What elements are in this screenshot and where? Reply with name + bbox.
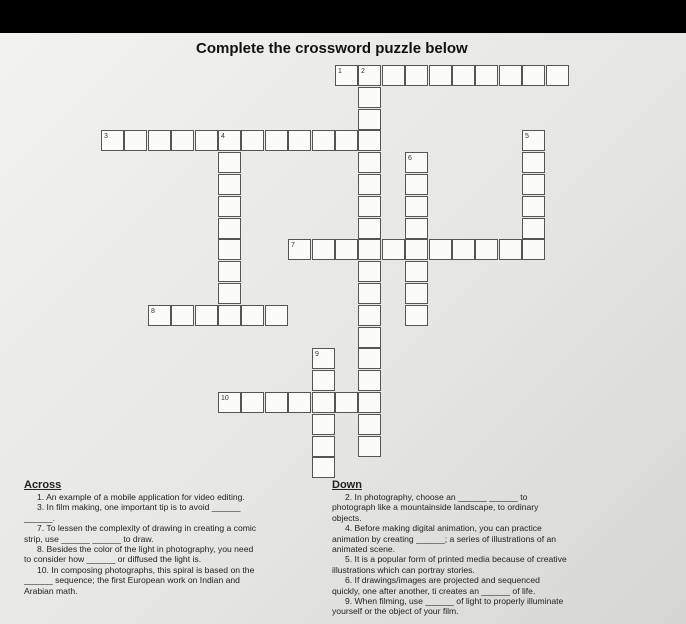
crossword-cell[interactable] [522, 239, 545, 260]
clue-line: ______ sequence; the first European work on Indian and [24, 575, 240, 586]
crossword-cell[interactable] [405, 239, 428, 260]
clue-line: 3. In film making, one important tip is to avoid ______ [37, 502, 241, 513]
crossword-cell[interactable] [265, 305, 288, 326]
crossword-cell[interactable] [382, 239, 405, 260]
across-clue [24, 565, 324, 596]
clue-line: 8. Besides the color of the light in photography, you need [37, 544, 254, 555]
crossword-cell[interactable] [358, 239, 381, 260]
crossword-cell[interactable] [429, 239, 452, 260]
crossword-cell[interactable] [312, 370, 335, 391]
crossword-cell[interactable] [358, 130, 381, 151]
crossword-cell[interactable] [288, 392, 311, 413]
clue-line: strip, use ______ ______ to draw. [24, 533, 154, 544]
down-clue [332, 492, 622, 523]
clue-line: Arabian math. [24, 585, 78, 596]
crossword-cell[interactable] [358, 65, 381, 86]
crossword-cell[interactable] [312, 457, 335, 478]
crossword-cell[interactable] [312, 239, 335, 260]
crossword-cell[interactable] [241, 392, 264, 413]
clue-line: 4. Before making digital animation, you can practice [345, 523, 542, 534]
across-clues [24, 479, 324, 596]
across-clue [24, 502, 324, 523]
crossword-cell[interactable] [358, 261, 381, 282]
crossword-cell[interactable] [358, 414, 381, 435]
crossword-cell[interactable] [405, 152, 428, 173]
clue-number: 10 [221, 395, 229, 402]
crossword-cell[interactable] [218, 283, 241, 304]
crossword-cell[interactable] [312, 436, 335, 457]
clue-number: 1 [338, 68, 342, 75]
crossword-cell[interactable] [405, 174, 428, 195]
down-clue [332, 596, 622, 617]
crossword-cell[interactable] [405, 261, 428, 282]
across-clue [24, 492, 324, 502]
crossword-cell[interactable] [265, 392, 288, 413]
clue-line: to consider how ______ or diffused the light is. [24, 554, 202, 565]
crossword-cell[interactable] [171, 130, 194, 151]
clue-number: 5 [525, 133, 529, 140]
clue-number: 3 [104, 133, 108, 140]
crossword-cell[interactable] [405, 196, 428, 217]
crossword-cell[interactable] [358, 87, 381, 108]
down-clue [332, 575, 622, 596]
crossword-cell[interactable] [405, 218, 428, 239]
crossword-cell[interactable] [218, 152, 241, 173]
crossword-cell[interactable] [405, 305, 428, 326]
across-clue [24, 544, 324, 565]
crossword-cell[interactable] [429, 65, 452, 86]
crossword-cell[interactable] [218, 261, 241, 282]
crossword-cell[interactable] [358, 348, 381, 369]
crossword-cell[interactable] [218, 392, 241, 413]
crossword-cell[interactable] [335, 392, 358, 413]
crossword-cell[interactable] [265, 130, 288, 151]
crossword-cell[interactable] [358, 109, 381, 130]
crossword-cell[interactable] [288, 239, 311, 260]
clue-number: 4 [221, 133, 225, 140]
crossword-cell[interactable] [499, 65, 522, 86]
crossword-cell[interactable] [522, 196, 545, 217]
clue-line: objects. [332, 512, 362, 523]
clue-number: 6 [408, 155, 412, 162]
crossword-cell[interactable] [546, 65, 569, 86]
crossword-cell[interactable] [148, 130, 171, 151]
crossword-cell[interactable] [475, 239, 498, 260]
crossword-cell[interactable] [522, 65, 545, 86]
across-heading: Across [24, 479, 62, 491]
crossword-cell[interactable] [522, 152, 545, 173]
crossword-cell[interactable] [405, 283, 428, 304]
clue-line: 2. In photography, choose an ______ ______ to [345, 492, 528, 502]
crossword-cell[interactable] [218, 305, 241, 326]
down-heading: Down [332, 479, 362, 491]
crossword-cell[interactable] [218, 130, 241, 151]
clue-line: 10. In composing photographs, this spiral is based on the [37, 564, 255, 575]
clue-line: quickly, one after another, ti creates an ______ of life. [332, 585, 536, 596]
crossword-cell[interactable] [218, 239, 241, 260]
crossword-cell[interactable] [358, 305, 381, 326]
crossword-cell[interactable] [312, 392, 335, 413]
crossword-cell[interactable] [171, 305, 194, 326]
crossword-cell[interactable] [358, 283, 381, 304]
clue-line: 6. If drawings/images are projected and sequenced [345, 575, 540, 586]
crossword-cell[interactable] [522, 218, 545, 239]
down-clue [332, 554, 622, 575]
crossword-cell[interactable] [335, 130, 358, 151]
crossword-cell[interactable] [312, 130, 335, 151]
crossword-cell[interactable] [358, 152, 381, 173]
crossword-cell[interactable] [358, 392, 381, 413]
clue-line: photograph like a mountainside landscape, to ordinary [332, 502, 539, 513]
clue-line: 7. To lessen the complexity of drawing in creating a comic [37, 523, 257, 534]
clue-line: 9. When filming, use ______ of light to properly illuminate [345, 596, 564, 607]
clue-number: 7 [291, 242, 295, 249]
clue-line: 5. It is a popular form of printed media because of creative [345, 554, 567, 565]
clue-line: yourself or the object of your film. [332, 606, 459, 617]
crossword-cell[interactable] [195, 305, 218, 326]
crossword-cell[interactable] [358, 174, 381, 195]
crossword-cell[interactable] [241, 305, 264, 326]
crossword-cell[interactable] [522, 130, 545, 151]
clue-line: animated scene. [332, 544, 396, 555]
clue-number: 8 [151, 308, 155, 315]
clue-number: 2 [361, 68, 365, 75]
crossword-cell[interactable] [335, 239, 358, 260]
crossword-cell[interactable] [101, 130, 124, 151]
crossword-cell[interactable] [241, 130, 264, 151]
down-clues [332, 479, 622, 617]
crossword-cell[interactable] [358, 327, 381, 348]
crossword-cell[interactable] [218, 174, 241, 195]
clue-number: 9 [315, 351, 319, 358]
crossword-cell[interactable] [499, 239, 522, 260]
crossword-cell[interactable] [358, 436, 381, 457]
crossword-cell[interactable] [522, 174, 545, 195]
crossword-cell[interactable] [124, 130, 147, 151]
crossword-cell[interactable] [452, 65, 475, 86]
crossword-cell[interactable] [358, 370, 381, 391]
crossword-cell[interactable] [382, 65, 405, 86]
clue-line: illustrations which can portray stories. [332, 564, 475, 575]
clue-line: 1. An example of a mobile application for video editing. [37, 492, 245, 502]
clue-line: animation by creating ______; a series of illustrations of an [332, 533, 557, 544]
crossword-cell[interactable] [218, 196, 241, 217]
crossword-cell[interactable] [358, 218, 381, 239]
crossword-cell[interactable] [312, 414, 335, 435]
crossword-cell[interactable] [358, 196, 381, 217]
clue-line: ______. [24, 512, 56, 523]
crossword-cell[interactable] [335, 65, 358, 86]
crossword-cell[interactable] [148, 305, 171, 326]
crossword-cell[interactable] [475, 65, 498, 86]
crossword-cell[interactable] [452, 239, 475, 260]
crossword-cell[interactable] [218, 218, 241, 239]
page-title: Complete the crossword puzzle below [196, 40, 468, 57]
crossword-cell[interactable] [288, 130, 311, 151]
down-clue [332, 523, 622, 554]
crossword-cell[interactable] [195, 130, 218, 151]
crossword-cell[interactable] [405, 65, 428, 86]
across-clue [24, 523, 324, 544]
crossword-cell[interactable] [312, 348, 335, 369]
